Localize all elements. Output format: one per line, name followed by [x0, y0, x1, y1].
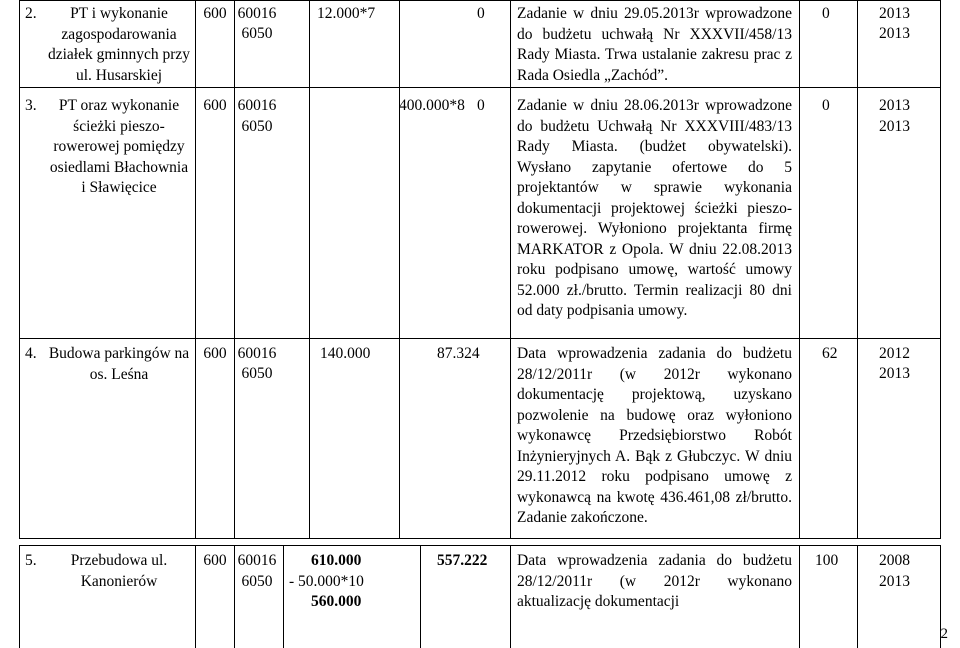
percent-executed: 0: [822, 97, 830, 114]
executed-amount: 557.222: [437, 552, 488, 569]
chapter-code: 60016: [237, 552, 277, 569]
start-year: 2012: [879, 345, 910, 362]
plan-amount-change: - 50.000*10: [289, 573, 364, 590]
chapter-code: 60016: [237, 97, 277, 114]
end-year: 2013: [879, 118, 910, 135]
paragraph-code: 6050: [241, 365, 273, 382]
chapter-code: 60016: [237, 5, 277, 22]
table-col-rule: [19, 0, 20, 538]
chapter-code: 60016: [237, 345, 277, 362]
department-code: 600: [203, 5, 227, 22]
paragraph-code: 6050: [241, 573, 273, 590]
table-col-rule: [510, 545, 511, 648]
row-number: 4.: [25, 345, 37, 362]
percent-executed: 62: [822, 345, 838, 362]
percent-executed: 0: [822, 5, 830, 22]
table-col-rule: [283, 545, 284, 648]
row-number: 5.: [25, 552, 37, 569]
task-name: Przebudowa ul. Kanonierów: [70, 552, 168, 590]
start-year: 2013: [879, 97, 910, 114]
task-name: Budowa parkingów na os. Leśna: [48, 345, 190, 383]
task-name: PT i wykonanie zagospodarowania działek gminnych przy ul. Husarskiej: [47, 5, 191, 84]
table-rule-row4-bottom: [19, 538, 941, 539]
end-year: 2013: [879, 573, 910, 590]
row-number: 3.: [25, 97, 37, 114]
department-code: 600: [203, 345, 227, 362]
plan-amount: 12.000*7: [317, 5, 376, 22]
plan-amount-initial: 610.000: [311, 552, 362, 569]
table-rule-row2-bottom: [19, 87, 941, 88]
executed-amount: 0: [477, 97, 485, 114]
task-notes: Zadanie w dniu 29.05.2013r wprowadzone do budżetu uchwałą Nr XXXVII/458/13 Rady Miasta. Trwa ustalanie zakresu prac z Rada Osiedla „Zachód”.: [517, 5, 792, 84]
table-col-rule: [857, 545, 858, 648]
start-year: 2008: [879, 552, 910, 569]
plan-amount: 400.000*8: [399, 97, 465, 114]
table-rule-top: [19, 0, 941, 1]
table-col-rule: [309, 0, 310, 538]
task-name: PT oraz wykonanie ścieżki pieszo-rowerowej pomiędzy osiedlami Błachownia i Sławięcice: [49, 97, 189, 196]
page-number: 2: [940, 626, 948, 642]
table-col-rule: [19, 545, 20, 648]
task-notes: Zadanie w dniu 28.06.2013r wprowadzone do budżetu Uchwałą Nr XXXVIII/483/13 Rady Miasta. (budżet obywatelski). Wysłano zapytanie ofertowe do 5 projektantów w sprawie wykonania dokumentacji projektowej ścieżki pieszo- rowerowej. Wyłoniono projektanta firmę MARKATOR z Opola. W dniu 22.08.2013 roku podpisano umowę, wartość umowy 52.000 zł./brutto. Termin realizacji 80 dni od daty podpisania umowy.: [517, 97, 792, 319]
table-col-rule: [399, 0, 400, 538]
department-code: 600: [203, 97, 227, 114]
task-notes: Data wprowadzenia zadania do budżetu 28/12/2011r (w 2012r wykonano aktualizację dokumentacji: [517, 552, 792, 610]
executed-amount: 0: [477, 5, 485, 22]
end-year: 2013: [879, 25, 910, 42]
paragraph-code: 6050: [241, 118, 273, 135]
table-rule-row3-bottom: [19, 338, 941, 339]
row-number: 2.: [25, 5, 37, 22]
table-col-rule: [940, 0, 941, 538]
table-col-rule: [857, 0, 858, 538]
table-col-rule: [510, 0, 511, 538]
table-col-rule: [799, 545, 800, 648]
table-col-rule: [195, 0, 196, 538]
start-year: 2013: [879, 5, 910, 22]
table-col-rule: [234, 0, 235, 538]
task-notes: Data wprowadzenia zadania do budżetu 28/12/2011r (w 2012r wykonano dokumentację projektową, uzyskano pozwolenie na budowę oraz wyłoniono wykonawcę Przedsiębiorstwo Robót Inżynieryjnych A. Bąk z Głubczyc. W dniu 29.11.2012 roku podpisano umowę z wykonawcą na kwotę 436.461,08 zł/brutto. Zadanie zakończone.: [517, 345, 792, 526]
percent-executed: 100: [815, 552, 839, 569]
plan-amount-final: 560.000: [311, 593, 362, 610]
department-code: 600: [203, 552, 227, 569]
plan-amount: 140.000: [320, 345, 371, 362]
executed-amount: 87.324: [437, 345, 480, 362]
table-rule-row5-top: [19, 545, 941, 546]
table-col-rule: [799, 0, 800, 538]
paragraph-code: 6050: [241, 25, 273, 42]
end-year: 2013: [879, 365, 910, 382]
table-col-rule: [420, 545, 421, 648]
